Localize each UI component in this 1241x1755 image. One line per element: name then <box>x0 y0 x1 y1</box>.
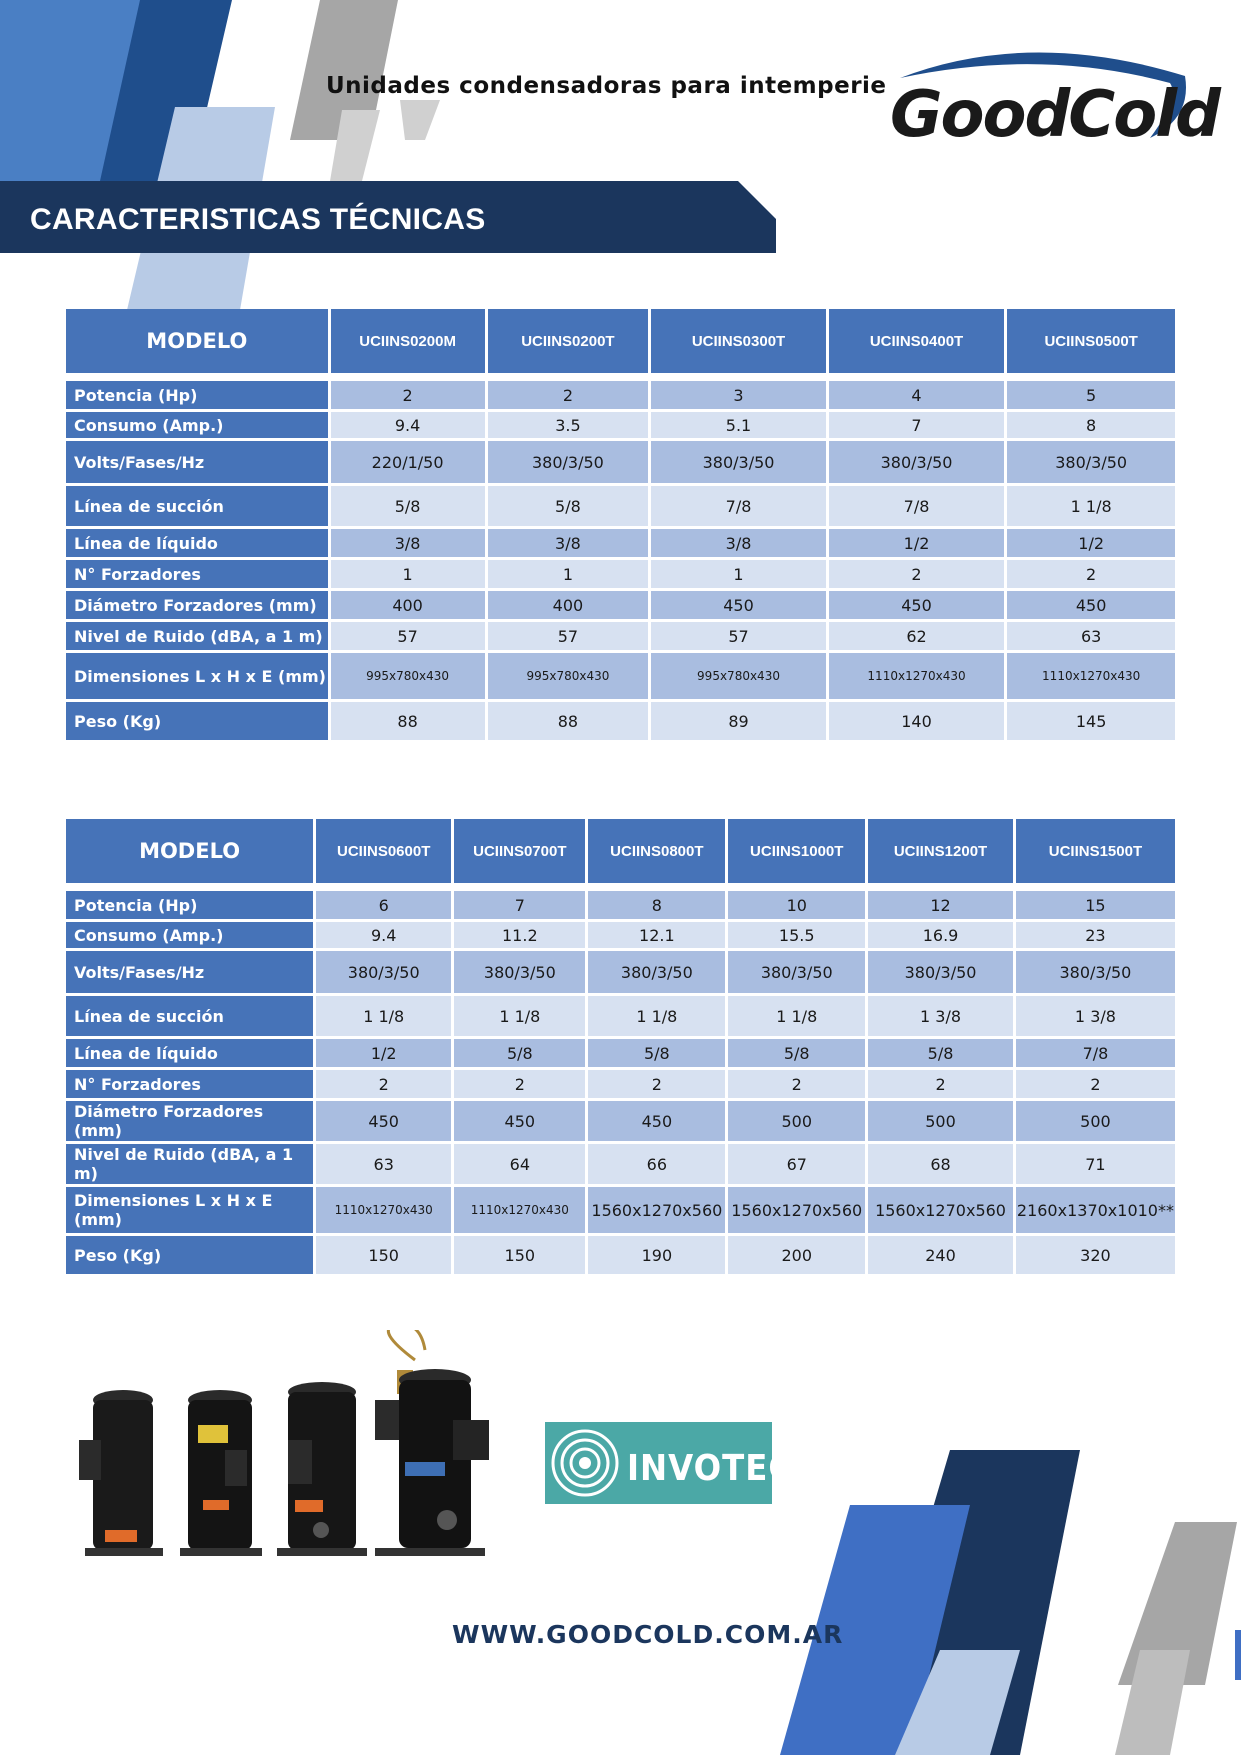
table-cell: 5/8 <box>331 486 485 526</box>
table-cell: 4 <box>829 381 1005 409</box>
table-cell: 57 <box>331 622 485 650</box>
table-cell: 7 <box>454 891 585 919</box>
table-cell: 1110x1270x430 <box>316 1187 451 1233</box>
table-cell: 7/8 <box>651 486 825 526</box>
table-cell: 2 <box>588 1070 725 1098</box>
table-cell: 150 <box>316 1236 451 1274</box>
table-cell: 380/3/50 <box>868 951 1013 993</box>
table-cell: 66 <box>588 1144 725 1184</box>
website-url: WWW.GOODCOLD.COM.AR <box>452 1620 844 1649</box>
table-cell: 1 <box>331 560 485 588</box>
table-cell: 9.4 <box>316 922 451 948</box>
table-row <box>66 1236 1175 1274</box>
invotech-logo <box>545 1422 822 1504</box>
row-label: Línea de líquido <box>66 529 328 557</box>
row-label: Diámetro Forzadores (mm) <box>66 1101 313 1141</box>
table-cell: 190 <box>588 1236 725 1274</box>
row-label: N° Forzadores <box>66 560 328 588</box>
model-column-header: UCIINS0600T <box>316 819 451 883</box>
row-label: Línea de succión <box>66 996 313 1036</box>
row-label: Consumo (Amp.) <box>66 412 328 438</box>
row-label: Peso (Kg) <box>66 702 328 740</box>
table-row <box>66 441 1175 483</box>
table-cell: 1560x1270x560 <box>588 1187 725 1233</box>
model-column-header: UCIINS1200T <box>868 819 1013 883</box>
table-cell: 1560x1270x560 <box>728 1187 865 1233</box>
row-label: Consumo (Amp.) <box>66 922 313 948</box>
table-cell: 88 <box>331 702 485 740</box>
table-row <box>66 1101 1175 1141</box>
table-row <box>66 1144 1175 1184</box>
table-cell: 1 3/8 <box>868 996 1013 1036</box>
table-cell: 1/2 <box>1007 529 1175 557</box>
table-cell: 500 <box>868 1101 1013 1141</box>
table-cell: 57 <box>488 622 649 650</box>
row-label: Volts/Fases/Hz <box>66 441 328 483</box>
table-cell: 16.9 <box>868 922 1013 948</box>
table-cell: 1 1/8 <box>1007 486 1175 526</box>
row-label: Volts/Fases/Hz <box>66 951 313 993</box>
table-cell: 450 <box>651 591 825 619</box>
table-cell: 3 <box>651 381 825 409</box>
table-cell: 380/3/50 <box>829 441 1005 483</box>
table-cell: 140 <box>829 702 1005 740</box>
table-row <box>66 891 1175 919</box>
table-cell: 6 <box>316 891 451 919</box>
table-cell: 7 <box>829 412 1005 438</box>
row-label: Línea de succión <box>66 486 328 526</box>
table-cell: 1/2 <box>829 529 1005 557</box>
row-label: Potencia (Hp) <box>66 381 328 409</box>
table-cell: 63 <box>316 1144 451 1184</box>
table-cell: 11.2 <box>454 922 585 948</box>
table-cell: 2 <box>728 1070 865 1098</box>
table-cell: 380/3/50 <box>651 441 825 483</box>
model-column-header: UCIINS0500T <box>1007 309 1175 373</box>
table-cell: 1 1/8 <box>454 996 585 1036</box>
compressor-image <box>277 1382 367 1556</box>
table-cell: 23 <box>1016 922 1175 948</box>
table-cell: 64 <box>454 1144 585 1184</box>
table-cell: 500 <box>728 1101 865 1141</box>
row-label: Peso (Kg) <box>66 1236 313 1274</box>
table-row <box>66 381 1175 409</box>
page-subtitle: Unidades condensadoras para intemperie <box>326 73 887 99</box>
logo-text: GoodCold <box>890 78 1219 152</box>
table-row <box>66 622 1175 650</box>
table-cell: 63 <box>1007 622 1175 650</box>
table-cell: 2160x1370x1010** <box>1016 1187 1175 1233</box>
table-cell: 200 <box>728 1236 865 1274</box>
table-cell: 9.4 <box>331 412 485 438</box>
row-label: Dimensiones L x H x E (mm) <box>66 1187 313 1233</box>
table-cell: 12.1 <box>588 922 725 948</box>
row-label: Línea de líquido <box>66 1039 313 1067</box>
table-row <box>66 486 1175 526</box>
table-cell: 450 <box>829 591 1005 619</box>
table-cell: 5.1 <box>651 412 825 438</box>
table-cell: 2 <box>868 1070 1013 1098</box>
table-cell: 7/8 <box>829 486 1005 526</box>
table-cell: 1110x1270x430 <box>454 1187 585 1233</box>
table-cell: 3/8 <box>488 529 649 557</box>
table-cell: 88 <box>488 702 649 740</box>
table-row <box>66 702 1175 740</box>
row-label: N° Forzadores <box>66 1070 313 1098</box>
table-cell: 89 <box>651 702 825 740</box>
table-cell: 145 <box>1007 702 1175 740</box>
table-cell: 380/3/50 <box>588 951 725 993</box>
table-cell: 57 <box>651 622 825 650</box>
spec-table-1 <box>63 306 1178 743</box>
model-column-header: UCIINS0300T <box>651 309 825 373</box>
table-cell: 12 <box>868 891 1013 919</box>
table-cell: 380/3/50 <box>1016 951 1175 993</box>
table-cell: 3.5 <box>488 412 649 438</box>
table-cell: 380/3/50 <box>1007 441 1175 483</box>
table-cell: 400 <box>331 591 485 619</box>
table-cell: 1 <box>488 560 649 588</box>
table-cell: 380/3/50 <box>454 951 585 993</box>
model-column-header: UCIINS0700T <box>454 819 585 883</box>
table-cell: 1110x1270x430 <box>829 653 1005 699</box>
table-row <box>66 560 1175 588</box>
table-cell: 5 <box>1007 381 1175 409</box>
table-cell: 3/8 <box>651 529 825 557</box>
table-cell: 1 1/8 <box>728 996 865 1036</box>
model-column-header: UCIINS0400T <box>829 309 1005 373</box>
model-column-header: UCIINS0200M <box>331 309 485 373</box>
table-cell: 1560x1270x560 <box>868 1187 1013 1233</box>
table-cell: 5/8 <box>728 1039 865 1067</box>
row-label: Nivel de Ruido (dBA, a 1 m) <box>66 1144 313 1184</box>
table-cell: 2 <box>1007 560 1175 588</box>
table-cell: 220/1/50 <box>331 441 485 483</box>
table-row <box>66 412 1175 438</box>
modelo-header: MODELO <box>66 309 328 373</box>
compressor-image <box>180 1390 262 1556</box>
table-cell: 1 1/8 <box>316 996 451 1036</box>
compressor-image <box>79 1390 163 1556</box>
table-cell: 10 <box>728 891 865 919</box>
table-cell: 68 <box>868 1144 1013 1184</box>
table-cell: 320 <box>1016 1236 1175 1274</box>
section-title: CARACTERISTICAS TÉCNICAS <box>30 203 486 236</box>
table-cell: 5/8 <box>868 1039 1013 1067</box>
table-cell: 380/3/50 <box>488 441 649 483</box>
table-row <box>66 1187 1175 1233</box>
table-cell: 995x780x430 <box>651 653 825 699</box>
table-cell: 71 <box>1016 1144 1175 1184</box>
table-cell: 995x780x430 <box>488 653 649 699</box>
table-cell: 2 <box>331 381 485 409</box>
brand-text: INVOTECH <box>627 1448 822 1489</box>
header-decoration <box>0 0 480 310</box>
table-cell: 380/3/50 <box>316 951 451 993</box>
table-cell: 240 <box>868 1236 1013 1274</box>
model-column-header: UCIINS0200T <box>488 309 649 373</box>
model-column-header: UCIINS1000T <box>728 819 865 883</box>
model-column-header: UCIINS1500T <box>1016 819 1175 883</box>
table-cell: 2 <box>454 1070 585 1098</box>
table-row <box>66 653 1175 699</box>
table-cell: 2 <box>316 1070 451 1098</box>
table-cell: 1110x1270x430 <box>1007 653 1175 699</box>
table-cell: 380/3/50 <box>728 951 865 993</box>
table-cell: 450 <box>316 1101 451 1141</box>
table-cell: 450 <box>454 1101 585 1141</box>
table-cell: 1 3/8 <box>1016 996 1175 1036</box>
compressor-images <box>75 1330 525 1570</box>
modelo-header: MODELO <box>66 819 313 883</box>
row-label: Dimensiones L x H x E (mm) <box>66 653 328 699</box>
table-cell: 1 <box>651 560 825 588</box>
table-cell: 150 <box>454 1236 585 1274</box>
table-cell: 15 <box>1016 891 1175 919</box>
table-cell: 400 <box>488 591 649 619</box>
table-row <box>66 1070 1175 1098</box>
table-cell: 7/8 <box>1016 1039 1175 1067</box>
table-cell: 67 <box>728 1144 865 1184</box>
table-cell: 5/8 <box>488 486 649 526</box>
table-cell: 2 <box>1016 1070 1175 1098</box>
table-cell: 1/2 <box>316 1039 451 1067</box>
table-cell: 5/8 <box>454 1039 585 1067</box>
table-cell: 995x780x430 <box>331 653 485 699</box>
spec-table-2 <box>63 816 1178 1277</box>
table-cell: 500 <box>1016 1101 1175 1141</box>
table-cell: 62 <box>829 622 1005 650</box>
row-label: Potencia (Hp) <box>66 891 313 919</box>
table-cell: 8 <box>588 891 725 919</box>
model-column-header: UCIINS0800T <box>588 819 725 883</box>
row-label: Nivel de Ruido (dBA, a 1 m) <box>66 622 328 650</box>
table-cell: 5/8 <box>588 1039 725 1067</box>
table-cell: 1 1/8 <box>588 996 725 1036</box>
table-row <box>66 591 1175 619</box>
goodcold-logo <box>880 38 1219 152</box>
swirl-icon <box>545 1422 627 1504</box>
footer-decoration <box>780 1450 1241 1755</box>
row-label: Diámetro Forzadores (mm) <box>66 591 328 619</box>
table-row <box>66 1039 1175 1067</box>
table-row <box>66 996 1175 1036</box>
table-cell: 2 <box>829 560 1005 588</box>
table-cell: 450 <box>1007 591 1175 619</box>
table-cell: 3/8 <box>331 529 485 557</box>
table-cell: 450 <box>588 1101 725 1141</box>
table-row <box>66 529 1175 557</box>
table-row <box>66 922 1175 948</box>
table-cell: 2 <box>488 381 649 409</box>
compressor-image <box>375 1330 489 1556</box>
table-row <box>66 951 1175 993</box>
table-cell: 8 <box>1007 412 1175 438</box>
table-cell: 15.5 <box>728 922 865 948</box>
